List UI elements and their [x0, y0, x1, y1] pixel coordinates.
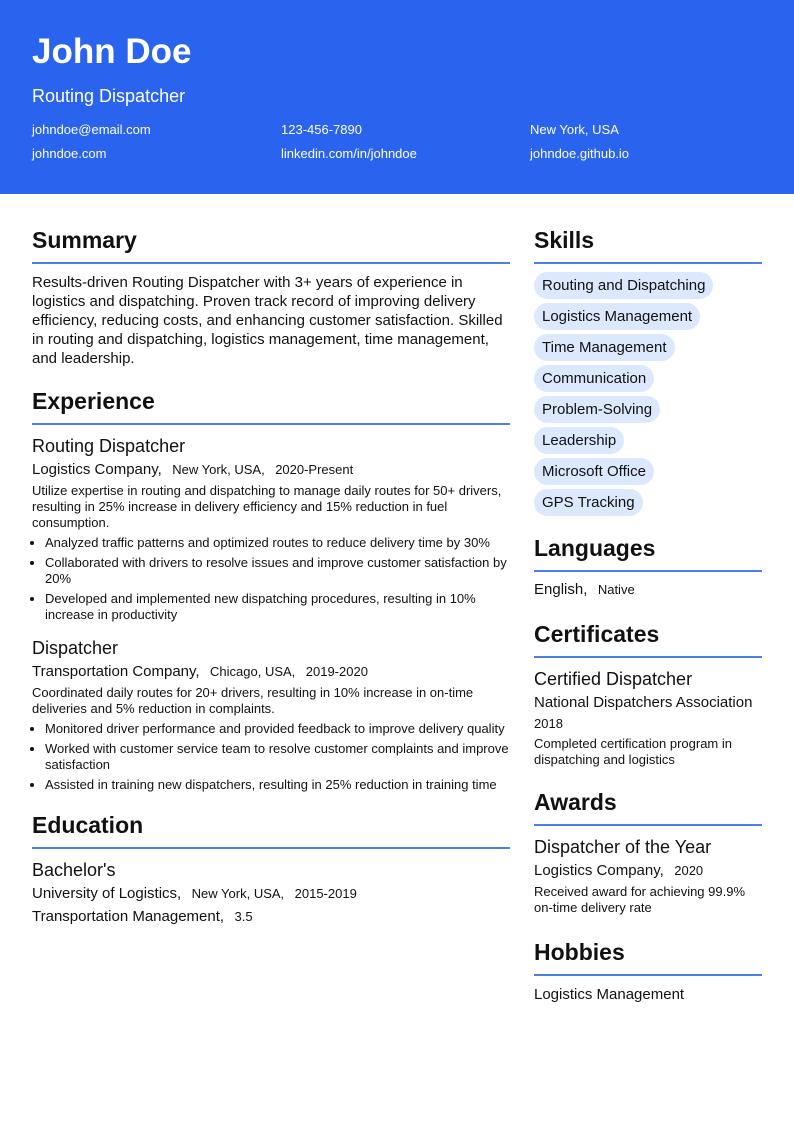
job-bullets [32, 721, 510, 793]
languages-section [534, 534, 762, 600]
education-gpa: 3.5 [234, 909, 253, 924]
skill-pill: Leadership [534, 427, 624, 454]
job-bullet: • Collaborated with drivers to resolve issues and improve customer satisfaction by 20% [45, 555, 510, 587]
job-company: Logistics Company, [32, 461, 162, 478]
job-bullet: • Worked with customer service team to resolve customer complaints and improve satisfaction [45, 741, 510, 773]
language-name: English, [534, 581, 588, 598]
job-bullet: • Assisted in training new dispatchers, resulting in 25% reduction in training time [45, 777, 510, 793]
education-meta [32, 884, 510, 904]
certificate-name: Certified Dispatcher [534, 669, 693, 689]
job-bullet: • Developed and implemented new dispatching procedures, resulting in 10% increase in productivity [45, 591, 510, 623]
job-company: Transportation Company, [32, 663, 200, 680]
certificate-year: 2018 [534, 716, 563, 731]
language-level: Native [597, 582, 635, 597]
right-column [534, 194, 762, 1004]
skill-pill: Communication [534, 365, 654, 392]
certificate-entry [534, 668, 762, 768]
job-title: Routing Dispatcher [32, 436, 186, 456]
job-bullet: • Analyzed traffic patterns and optimized routes to reduce delivery time by 30% [45, 535, 510, 551]
award-meta [534, 861, 762, 881]
education-entry [32, 859, 510, 927]
job-description: Coordinated daily routes for 20+ drivers, resulting in 10% increase in on-time deliveries and 5% reduction in complaints. [32, 685, 474, 716]
certificate-description: Completed certification program in dispatching and logistics [534, 736, 732, 767]
summary-text: Results-driven Routing Dispatcher with 3+ years of experience in logistics and dispatching. Proven track record of improving delivery efficiency, reducing costs, and enhancing customer satisfaction. Skilled in routing and dispatching, logistics management, time management, and leadership. [32, 274, 503, 367]
education-dates: 2015-2019 [294, 886, 357, 901]
education-location: New York, USA, [191, 886, 285, 901]
education-field-row [32, 907, 510, 927]
contact-grid [32, 122, 762, 162]
candidate-name: John Doe [32, 32, 192, 71]
awards-section [534, 788, 762, 916]
job-meta [32, 662, 510, 682]
contact-linkedin[interactable]: linkedin.com/in/johndoe [281, 146, 417, 161]
language-row [534, 580, 762, 600]
job-entry [32, 637, 510, 793]
job-meta [32, 460, 510, 480]
experience-section [32, 387, 510, 793]
award-year: 2020 [674, 863, 704, 878]
hobby-item: Logistics Management [534, 986, 685, 1003]
job-dates: 2019-2020 [305, 664, 368, 679]
education-school: University of Logistics, [32, 885, 182, 902]
resume-body [0, 194, 794, 1004]
contact-github[interactable]: johndoe.github.io [530, 146, 630, 161]
summary-heading: Summary [32, 226, 510, 264]
certificates-section [534, 620, 762, 768]
hobbies-section [534, 938, 762, 1004]
education-heading: Education [32, 811, 510, 849]
left-column [32, 194, 510, 1004]
skill-pill: GPS Tracking [534, 489, 643, 516]
job-location: Chicago, USA, [210, 664, 296, 679]
job-location: New York, USA, [172, 462, 265, 477]
languages-heading: Languages [534, 534, 762, 572]
skills-list [534, 272, 762, 520]
job-dates: 2020-Present [275, 462, 354, 477]
education-field: Transportation Management, [32, 908, 225, 925]
contact-location: New York, USA [530, 122, 619, 137]
resume-header [0, 0, 794, 194]
job-entry [32, 435, 510, 623]
award-name: Dispatcher of the Year [534, 837, 712, 857]
award-description: Received award for achieving 99.9% on-time delivery rate [534, 884, 746, 915]
candidate-role: Routing Dispatcher [32, 86, 186, 106]
skills-section [534, 226, 762, 520]
skills-heading: Skills [534, 226, 762, 264]
skill-pill: Microsoft Office [534, 458, 654, 485]
education-section [32, 811, 510, 927]
skill-pill: Time Management [534, 334, 675, 361]
job-title: Dispatcher [32, 638, 119, 658]
contact-website[interactable]: johndoe.com [32, 146, 107, 161]
awards-heading: Awards [534, 788, 762, 826]
contact-email[interactable]: johndoe@email.com [32, 122, 151, 137]
contact-phone[interactable]: 123-456-7890 [281, 122, 362, 137]
education-degree: Bachelor's [32, 860, 116, 880]
skill-pill: Routing and Dispatching [534, 272, 713, 299]
hobbies-heading: Hobbies [534, 938, 762, 976]
certificates-heading: Certificates [534, 620, 762, 658]
award-entry [534, 836, 762, 916]
job-description: Utilize expertise in routing and dispatching to manage daily routes for 50+ drivers, resulting in 25% increase in delivery efficiency and 15% reduction in fuel consumption. [32, 483, 502, 530]
job-bullets [32, 535, 510, 623]
skill-pill: Problem-Solving [534, 396, 660, 423]
skill-pill: Logistics Management [534, 303, 700, 330]
award-issuer: Logistics Company, [534, 862, 664, 879]
job-bullet: • Monitored driver performance and provided feedback to improve delivery quality [45, 721, 510, 737]
certificate-issuer: National Dispatchers Association [534, 694, 753, 711]
experience-heading: Experience [32, 387, 510, 425]
summary-section [32, 226, 510, 368]
